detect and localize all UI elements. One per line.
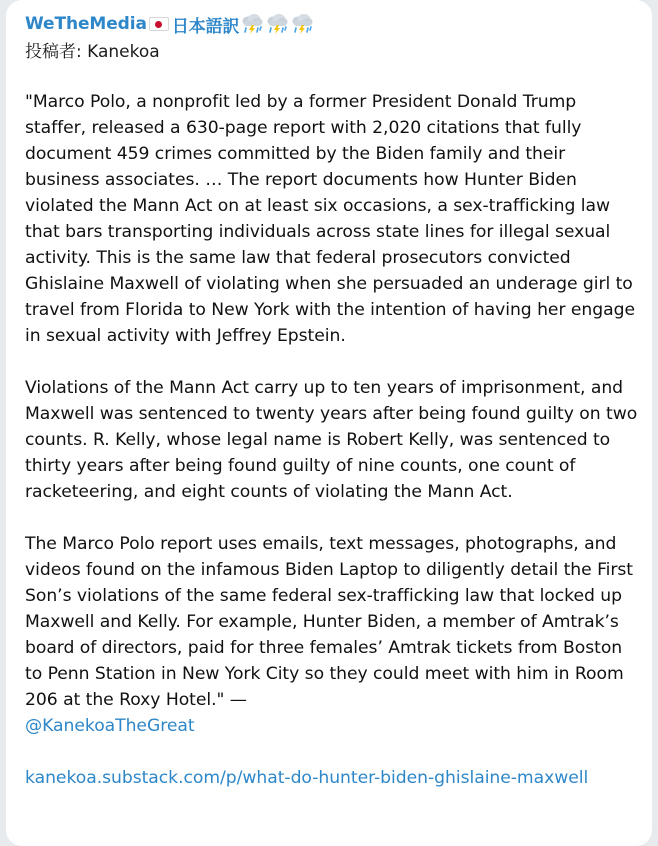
paragraph-3-text: The Marco Polo report uses emails, text messages, photographs, and videos found on the infamous Biden Laptop to diligently detail the First Son’s violations of the same federal sex-trafficking law that locked up Maxwell and Kelly. For example, Hunter Biden, a member of Amtrak’s board of directors, paid for three females’ Amtrak tickets from Boston to Penn Station in New York City so they could meet with him in Room 206 at the Roxy Hotel." — xyxy=(25,534,633,710)
channel-suffix[interactable]: 日本語訳 xyxy=(171,16,240,37)
article-url-link[interactable]: kanekoa.substack.com/p/what-do-hunter-biden-ghislaine-maxwell xyxy=(25,768,589,788)
cloud-lightning-rain-icon xyxy=(290,13,314,35)
paragraph-2: Violations of the Mann Act carry up to ten years of imprisonment, and Maxwell was sentenced to twenty years after being found guilty on two counts. R. Kelly, whose legal name is Robert Kelly, was sentenced to thirty years after being found guilty of nine counts, one count of racketeering, and eight counts of violating the Mann Act. xyxy=(25,378,638,502)
cloud-lightning-rain-icon xyxy=(265,13,289,35)
url-paragraph xyxy=(25,765,640,791)
message-bubble xyxy=(6,0,652,846)
japan-flag-icon xyxy=(149,17,169,31)
channel-header[interactable] xyxy=(25,10,640,38)
paragraph-1: "Marco Polo, a nonprofit led by a former President Donald Trump staffer, released a 630-page report with 2,020 citations that fully document 459 crimes committed by the Biden family and their business associates. … The report documents how Hunter Biden violated the Mann Act on at least six occasions, a sex-trafficking law that bars transporting individuals across state lines for illegal sexual activity. This is the same law that federal prosecutors convicted Ghislaine Maxwell of violating when she persuaded an underage girl to travel from Florida to New York with the intention of having her engage in sexual activity with Jeffrey Epstein. xyxy=(25,92,635,346)
paragraph-3 xyxy=(25,531,640,739)
message-body xyxy=(25,89,640,791)
mention-link[interactable]: @KanekoaTheGreat xyxy=(25,716,195,736)
cloud-lightning-rain-icon xyxy=(240,13,264,35)
channel-name[interactable]: WeTheMedia xyxy=(25,14,147,34)
author-line: 投稿者: Kanekoa xyxy=(25,42,160,62)
